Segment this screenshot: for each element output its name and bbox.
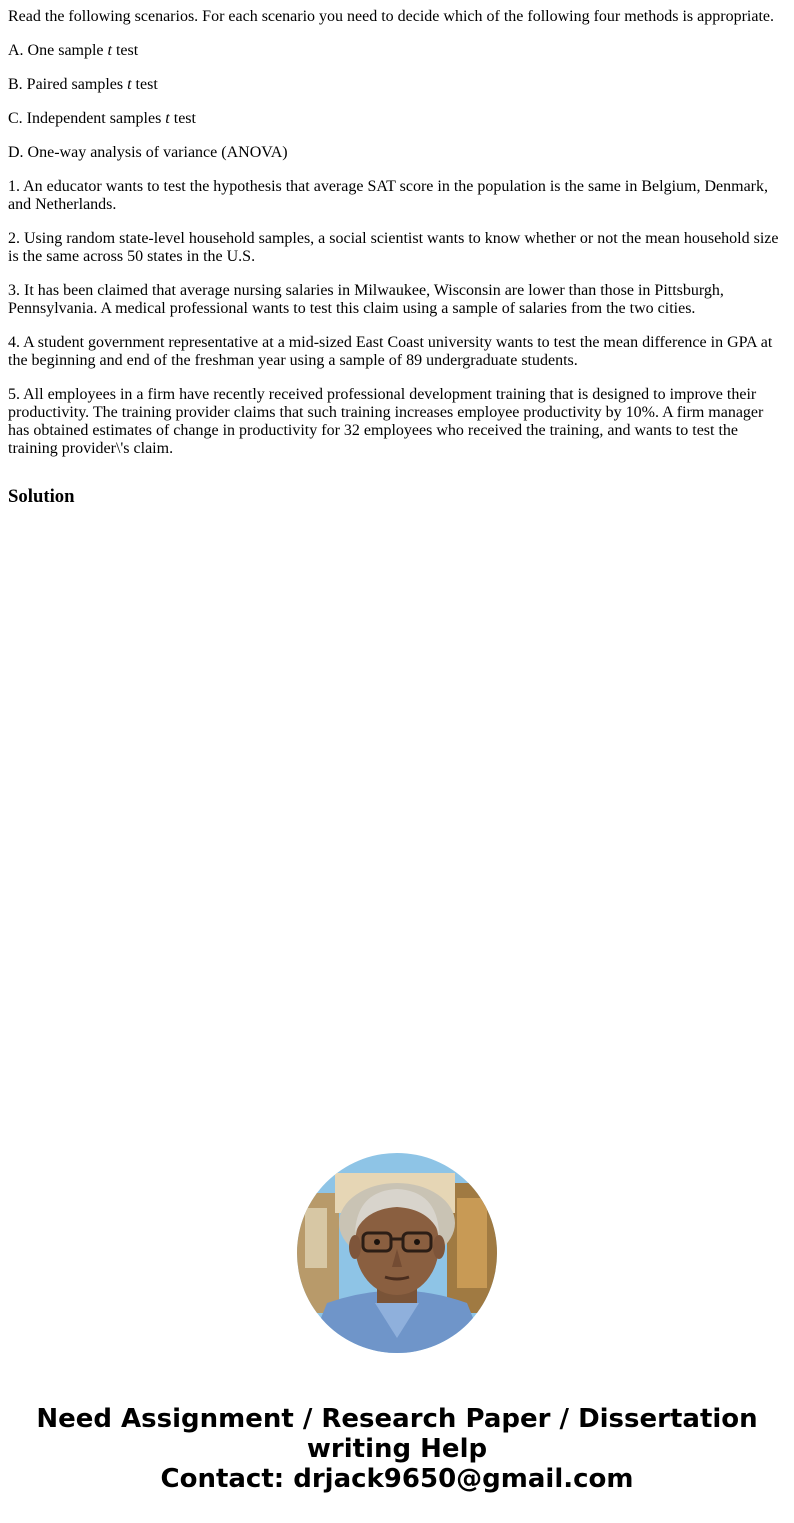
scenario-1: 1. An educator wants to test the hypothesis that average SAT score in the population is the same in Belgium, Denmark, and Netherlands. [8, 178, 768, 213]
option-a-prefix: A. One sample [8, 42, 108, 59]
scenario-5: 5. All employees in a firm have recently received professional development training that is designed to improve their productivity. The training provider claims that such training increases employee productivity by 10%. A firm manager has obtained estimates of change in productivity for 32 employees who received the training, and wants to test the training provider\'s claim. [8, 386, 764, 457]
option-a-suffix: test [111, 42, 139, 59]
option-b [8, 76, 786, 94]
option-a-italic: t [107, 42, 112, 59]
solution-heading: Solution [8, 486, 75, 507]
question-content [8, 8, 786, 507]
option-a [8, 42, 786, 60]
scenario-3: 3. It has been claimed that average nursing salaries in Milwaukee, Wisconsin are lower than those in Pittsburgh, Pennsylvania. A medical professional wants to test this claim using a sample of salaries from the two cities. [8, 282, 724, 317]
intro-text: Read the following scenarios. For each scenario you need to decide which of the following four methods is appropriate. [8, 8, 774, 25]
option-b-suffix: test [131, 76, 158, 93]
option-d-prefix: D. One-way analysis of variance (ANOVA) [8, 144, 288, 161]
option-b-prefix: B. Paired samples [8, 76, 128, 93]
promo-banner [0, 1404, 794, 1494]
option-c-prefix: C. Independent samples [8, 110, 166, 127]
promo-line-2: writing Help [306, 1434, 488, 1464]
scenario-4: 4. A student government representative at a mid-sized East Coast university wants to test the mean difference in GPA at the beginning and end of the freshman year using a sample of 89 undergraduate students. [8, 334, 773, 369]
option-c [8, 110, 786, 128]
scenario-2: 2. Using random state-level household samples, a social scientist wants to know whether or not the mean household size is the same across 50 states in the U.S. [8, 230, 779, 265]
option-b-italic: t [127, 76, 132, 93]
avatar-portrait-image [297, 1153, 497, 1353]
promo-contact: Contact: drjack9650@gmail.com [160, 1464, 634, 1494]
avatar [297, 1153, 497, 1353]
option-c-suffix: test [169, 110, 196, 127]
promo-line-1: Need Assignment / Research Paper / Dissertation [36, 1404, 758, 1434]
option-d [8, 144, 786, 162]
option-c-italic: t [165, 110, 170, 127]
